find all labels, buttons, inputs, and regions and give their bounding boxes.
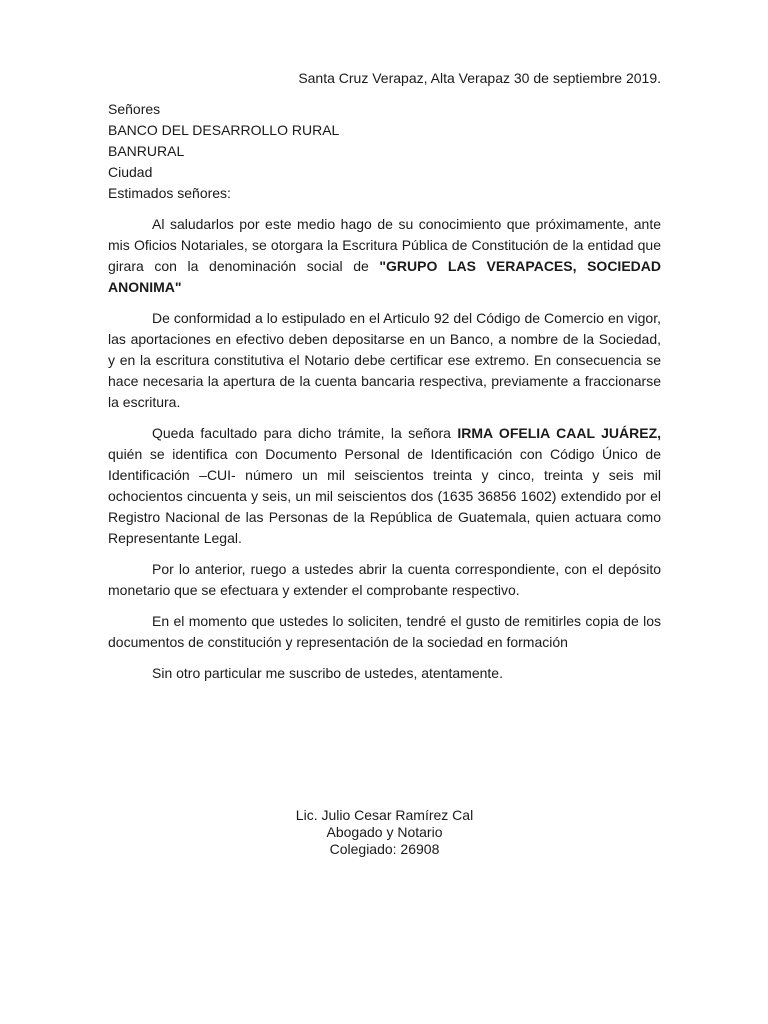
paragraph-closing: Sin otro particular me suscribo de ustedes, atentamente. [152,665,503,681]
signer-name: Lic. Julio Cesar Ramírez Cal [295,807,474,823]
letter-body [108,214,661,694]
paragraph-intro-text: Al saludarlos por este medio hago de su conocimiento que próximamente, ante mis Oficios Notariales, se otorgara la Escritura Pública de Constitución de la entidad que girara con la denominación social de [108,216,661,274]
date-line: Santa Cruz Verapaz, Alta Verapaz 30 de septiembre 2019. [298,70,661,86]
signer-registration: Colegiado: 26908 [329,841,440,857]
paragraph-legal-basis: De conformidad a lo estipulado en el Articulo 92 del Código de Comercio en vigor, las aportaciones en efectivo deben depositarse en un Banco, a nombre de la Sociedad, y en la escritura constitutiva el Notario debe certificar ese extremo. En consecuencia se hace necesaria la apertura de la cuenta bancaria respectiva, previamente a fraccionarse la escritura. [108,310,661,410]
representative-name: IRMA OFELIA CAAL JUÁREZ, [457,425,662,441]
paragraph-request: Por lo anterior, ruego a ustedes abrir la cuenta correspondiente, con el depósito monetario que se efectuara y extender el comprobante respectivo. [108,561,661,598]
paragraph-representative [108,423,661,549]
greeting: Estimados señores: [108,185,231,201]
recipient-city: Ciudad [108,164,153,180]
paragraph-representative-before: Queda facultado para dicho trámite, la señora [152,425,458,441]
paragraph-documents: En el momento que ustedes lo soliciten, tendré el gusto de remitirles copia de los documentos de constitución y representación de la sociedad en formación [108,613,661,650]
company-name: "GRUPO LAS VERAPACES, SOCIEDAD ANONIMA" [108,258,661,295]
recipient-bank-name: BANCO DEL DESARROLLO RURAL [108,122,340,138]
signer-title: Abogado y Notario [326,824,443,840]
recipient-salutation: Señores [108,101,161,117]
recipient-bank-short: BANRURAL [108,143,185,159]
recipient-block [108,99,661,204]
paragraph-intro [108,214,661,298]
signature-block [108,807,661,858]
paragraph-representative-after: quién se identifica con Documento Personal de Identificación con Código Único de Identificación –CUI- número un mil seiscientos treinta y cinco, treinta y seis mil ochocientos cincuenta y seis, un mil seiscientos dos (1635 36856 1602) extendido por el Registro Nacional de las Personas de la República de Guatemala, quien actuara como Representante Legal. [108,446,661,546]
